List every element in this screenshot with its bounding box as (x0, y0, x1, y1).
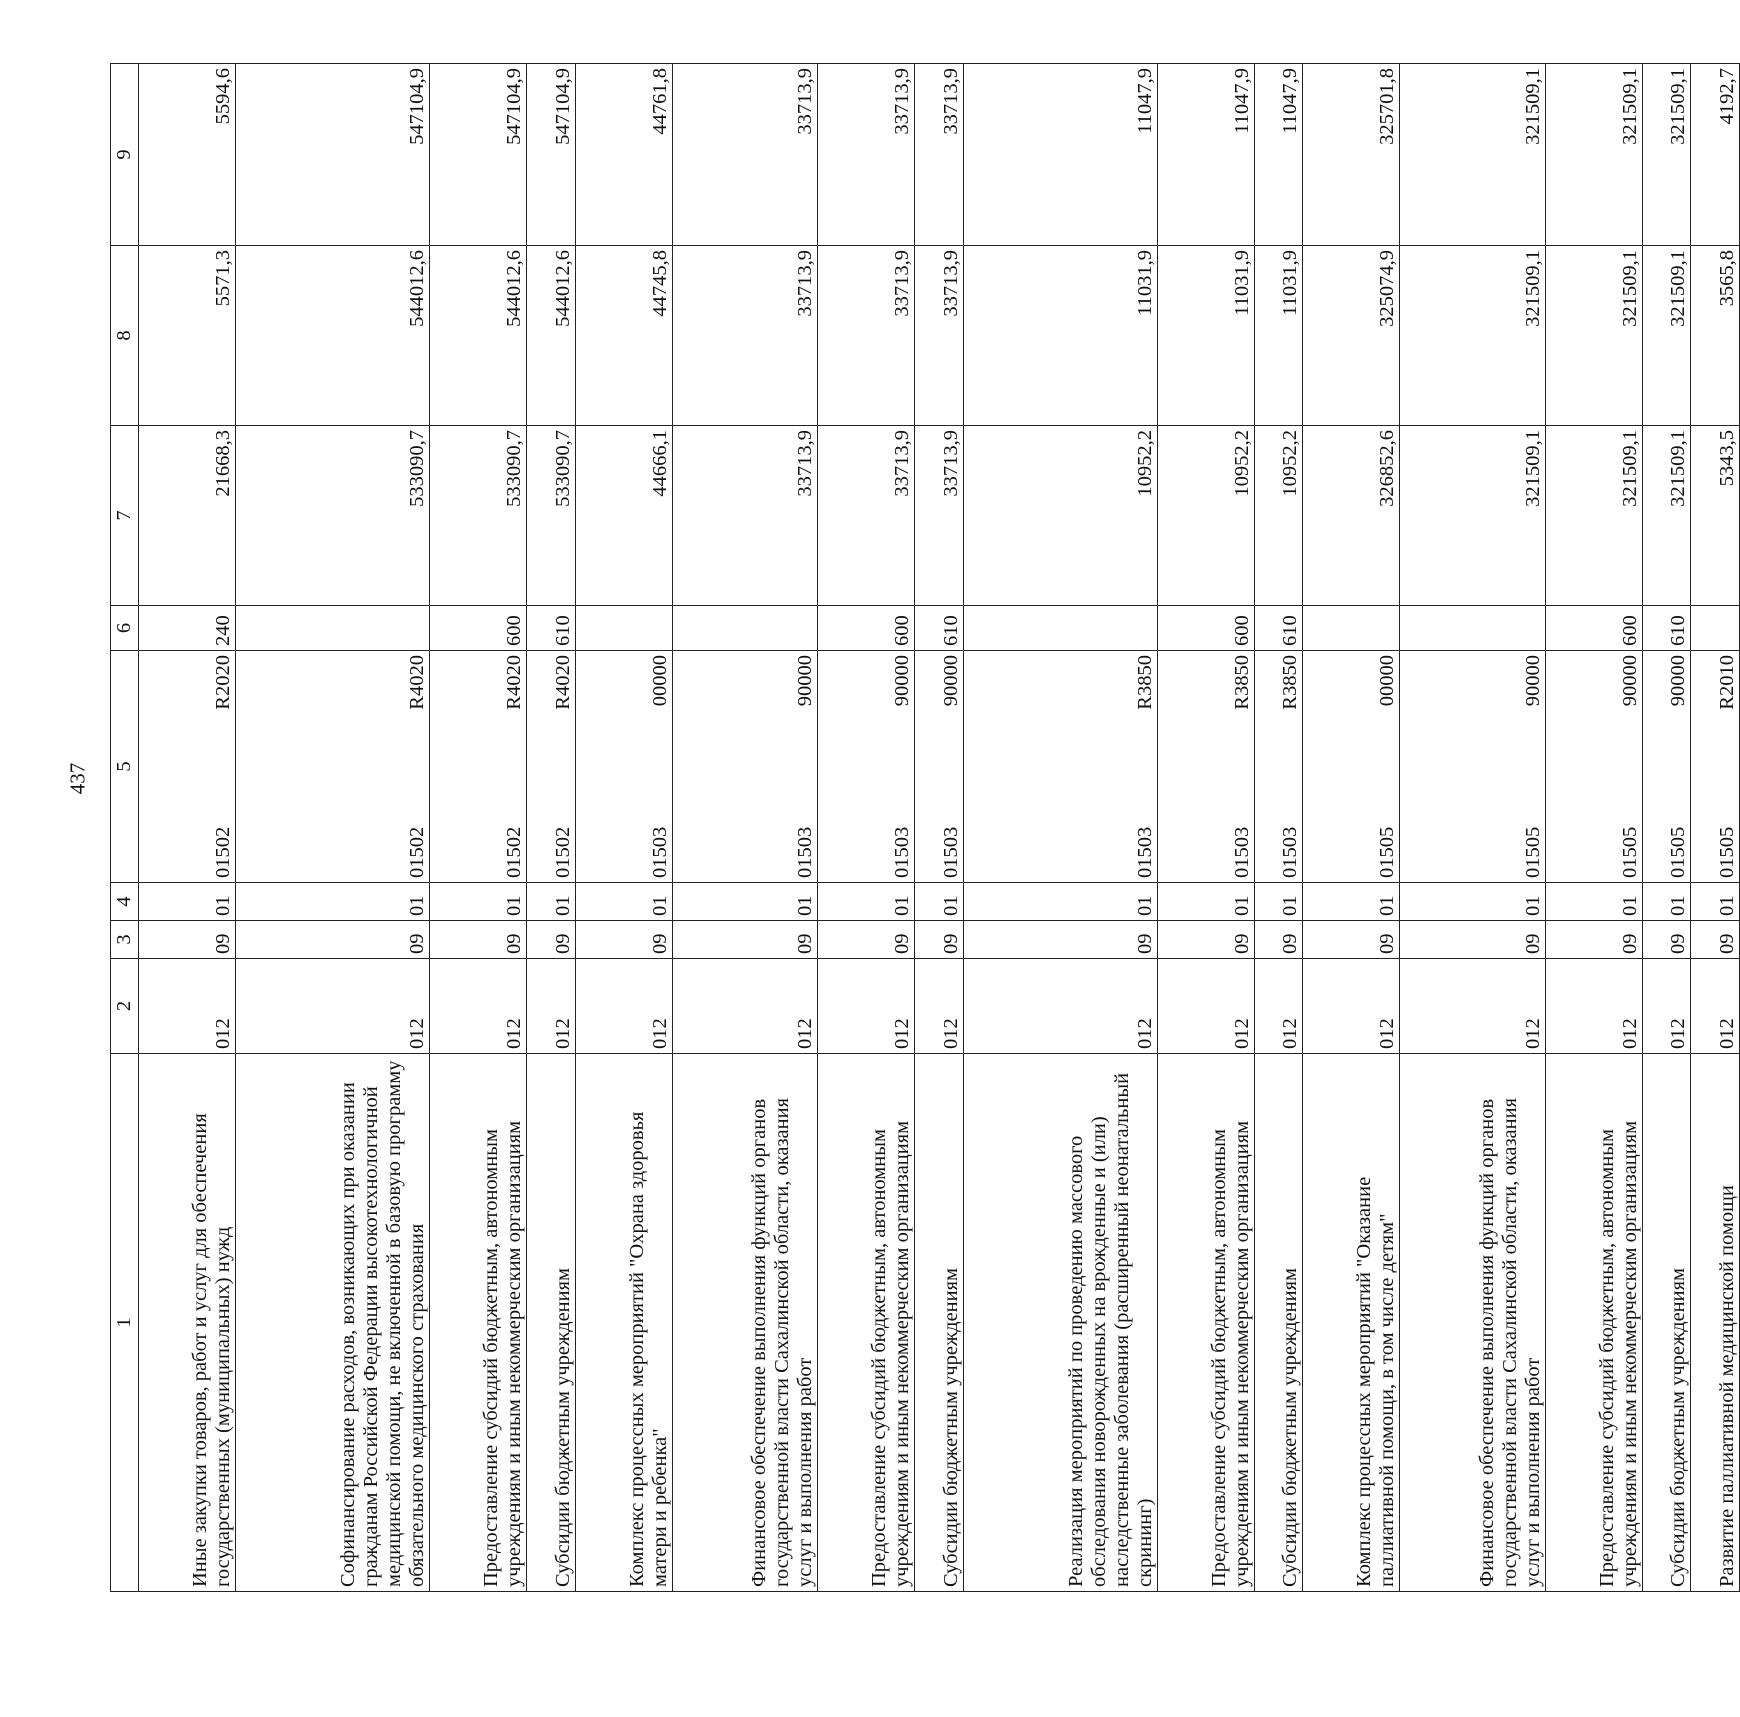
row-vr-code (1303, 606, 1400, 651)
row-csr-code (672, 651, 818, 883)
row-gr-code: 012 (236, 959, 430, 1054)
row-name: Комплекс процессных мероприятий "Оказание паллиативной помощи, в том числе детям" (1303, 1054, 1400, 1592)
row-value-9: 321509,1 (1545, 64, 1642, 246)
row-csr-code (1303, 651, 1400, 883)
row-value-7: 326852,6 (1303, 426, 1400, 606)
row-name: Субсидии бюджетным учреждениям (1254, 1054, 1303, 1592)
row-gr-code: 012 (1545, 959, 1642, 1054)
row-rz-code: 09 (575, 921, 672, 959)
row-csr-direction: R4020 (551, 655, 574, 710)
row-value-7: 33713,9 (818, 426, 915, 606)
row-value-7: 321509,1 (1400, 426, 1546, 606)
row-value-8: 325074,9 (1303, 246, 1400, 426)
row-rz-code: 09 (1545, 921, 1642, 959)
row-vr-code: 600 (1545, 606, 1642, 651)
row-vr-code: 600 (818, 606, 915, 651)
row-value-9: 547104,9 (430, 64, 527, 246)
row-vr-code: 240 (139, 606, 236, 651)
row-pr-code: 01 (1642, 883, 1691, 921)
row-value-7: 33713,9 (672, 426, 818, 606)
row-value-7: 10952,2 (963, 426, 1157, 606)
row-csr-direction: R2020 (212, 655, 235, 710)
row-rz-code: 09 (236, 921, 430, 959)
table-body (139, 64, 1740, 1592)
row-csr-code (1691, 651, 1740, 883)
row-csr-direction: 90000 (891, 655, 914, 707)
row-gr-code: 012 (1691, 959, 1740, 1054)
table-row (818, 64, 915, 1592)
row-value-8: 3565,8 (1691, 246, 1740, 426)
row-name: Субсидии бюджетным учреждениям (915, 1054, 964, 1592)
row-value-9: 33713,9 (818, 64, 915, 246)
row-csr-program: 01505 (1715, 826, 1738, 878)
row-csr-code (915, 651, 964, 883)
row-rz-code: 09 (672, 921, 818, 959)
table-row (1691, 64, 1740, 1592)
row-csr-direction: R4020 (406, 655, 429, 710)
table-row (527, 64, 576, 1592)
row-csr-program: 01503 (1230, 826, 1253, 878)
table-row (1642, 64, 1691, 1592)
table-row (1254, 64, 1303, 1592)
row-csr-direction: R3850 (1279, 655, 1302, 710)
row-pr-code: 01 (1254, 883, 1303, 921)
row-value-9: 11047,9 (1157, 64, 1254, 246)
header-row (111, 64, 139, 1592)
row-value-9: 11047,9 (963, 64, 1157, 246)
row-name: Развитие паллиативной медицинской помощи (1691, 1054, 1740, 1592)
row-rz-code: 09 (818, 921, 915, 959)
row-value-9: 321509,1 (1400, 64, 1546, 246)
row-pr-code: 01 (139, 883, 236, 921)
budget-table (110, 63, 1740, 1592)
row-vr-code: 600 (1157, 606, 1254, 651)
table-row (1545, 64, 1642, 1592)
row-vr-code (1691, 606, 1740, 651)
row-vr-code: 610 (527, 606, 576, 651)
row-csr-code (139, 651, 236, 883)
rotated-table-wrapper (110, 64, 1738, 1592)
row-pr-code: 01 (672, 883, 818, 921)
row-value-8: 33713,9 (818, 246, 915, 426)
row-csr-code (1254, 651, 1303, 883)
row-value-7: 533090,7 (527, 426, 576, 606)
row-rz-code: 09 (139, 921, 236, 959)
row-csr-code (527, 651, 576, 883)
row-name: Предоставление субсидий бюджетным, автономным учреждениям и иным некоммерческим организациям (430, 1054, 527, 1592)
row-rz-code: 09 (1157, 921, 1254, 959)
row-value-9: 5594,6 (139, 64, 236, 246)
row-value-9: 33713,9 (915, 64, 964, 246)
row-csr-direction: R4020 (503, 655, 526, 710)
table-row (915, 64, 964, 1592)
row-gr-code: 012 (672, 959, 818, 1054)
row-rz-code: 09 (1254, 921, 1303, 959)
row-value-7: 533090,7 (430, 426, 527, 606)
row-csr-program: 01503 (794, 826, 817, 878)
row-gr-code: 012 (1642, 959, 1691, 1054)
row-csr-code (575, 651, 672, 883)
row-value-8: 11031,9 (1254, 246, 1303, 426)
row-gr-code: 012 (1303, 959, 1400, 1054)
row-csr-program: 01503 (1133, 826, 1156, 878)
row-value-8: 321509,1 (1545, 246, 1642, 426)
table-row (1400, 64, 1546, 1592)
row-gr-code: 012 (430, 959, 527, 1054)
row-csr-program: 01502 (551, 826, 574, 878)
row-gr-code: 012 (1157, 959, 1254, 1054)
column-header: 1 (111, 1054, 139, 1592)
row-name: Реализация мероприятий по проведению массового обследования новорожденных на врожденные и (или) наследственные заболевания (расширенный неонатальный скрининг) (963, 1054, 1157, 1592)
row-csr-program: 01503 (891, 826, 914, 878)
row-rz-code: 09 (1642, 921, 1691, 959)
row-value-8: 11031,9 (963, 246, 1157, 426)
row-value-7: 5343,5 (1691, 426, 1740, 606)
column-header: 3 (111, 921, 139, 959)
column-header: 7 (111, 426, 139, 606)
row-name: Финансовое обеспечение выполнения функций органов государственной власти Сахалинской области, оказания услуг и выполнения работ (672, 1054, 818, 1592)
row-csr-direction: 90000 (939, 655, 962, 707)
table-row (1157, 64, 1254, 1592)
table-row (963, 64, 1157, 1592)
row-csr-program: 01502 (406, 826, 429, 878)
row-csr-direction: R2010 (1715, 655, 1738, 710)
row-value-9: 547104,9 (527, 64, 576, 246)
row-pr-code: 01 (963, 883, 1157, 921)
column-header: 8 (111, 246, 139, 426)
row-value-7: 321509,1 (1642, 426, 1691, 606)
row-value-9: 4192,7 (1691, 64, 1740, 246)
row-csr-program: 01503 (939, 826, 962, 878)
row-value-9: 44761,8 (575, 64, 672, 246)
column-header: 6 (111, 606, 139, 651)
row-vr-code (963, 606, 1157, 651)
row-value-7: 44666,1 (575, 426, 672, 606)
row-pr-code: 01 (1545, 883, 1642, 921)
row-value-9: 11047,9 (1254, 64, 1303, 246)
row-csr-code (1400, 651, 1546, 883)
table-row (139, 64, 236, 1592)
row-pr-code: 01 (1400, 883, 1546, 921)
row-name: Софинансирование расходов, возникающих при оказании гражданам Российской Федерации высокотехнологичной медицинской помощи, не включенной в базовую программу обязательного медицинского страхования (236, 1054, 430, 1592)
row-csr-direction: 90000 (1521, 655, 1544, 707)
row-csr-direction: R3850 (1133, 655, 1156, 710)
row-gr-code: 012 (575, 959, 672, 1054)
row-rz-code: 09 (1400, 921, 1546, 959)
row-value-7: 321509,1 (1545, 426, 1642, 606)
row-vr-code: 610 (1642, 606, 1691, 651)
row-value-8: 321509,1 (1400, 246, 1546, 426)
row-value-8: 33713,9 (672, 246, 818, 426)
row-value-9: 321509,1 (1642, 64, 1691, 246)
row-value-7: 21668,3 (139, 426, 236, 606)
row-name: Субсидии бюджетным учреждениям (527, 1054, 576, 1592)
row-csr-direction: 00000 (648, 655, 671, 707)
row-gr-code: 012 (915, 959, 964, 1054)
row-vr-code (1400, 606, 1546, 651)
row-pr-code: 01 (1157, 883, 1254, 921)
row-vr-code: 600 (430, 606, 527, 651)
page-number: 437 (65, 762, 90, 795)
row-rz-code: 09 (915, 921, 964, 959)
row-csr-program: 01503 (1279, 826, 1302, 878)
row-value-8: 544012,6 (236, 246, 430, 426)
row-csr-program: 01505 (1667, 826, 1690, 878)
row-pr-code: 01 (527, 883, 576, 921)
row-name: Финансовое обеспечение выполнения функций органов государственной власти Сахалинской области, оказания услуг и выполнения работ (1400, 1054, 1546, 1592)
row-value-7: 10952,2 (1254, 426, 1303, 606)
row-value-9: 33713,9 (672, 64, 818, 246)
table-row (1303, 64, 1400, 1592)
row-csr-code (430, 651, 527, 883)
row-name: Иные закупки товаров, работ и услуг для обеспечения государственных (муниципальных) нужд (139, 1054, 236, 1592)
row-value-9: 547104,9 (236, 64, 430, 246)
row-value-7: 10952,2 (1157, 426, 1254, 606)
column-header: 4 (111, 883, 139, 921)
column-header: 9 (111, 64, 139, 246)
table-row (236, 64, 430, 1592)
row-rz-code: 09 (1691, 921, 1740, 959)
row-vr-code: 610 (915, 606, 964, 651)
row-csr-direction: R3850 (1230, 655, 1253, 710)
column-header: 5 (111, 651, 139, 883)
row-value-8: 11031,9 (1157, 246, 1254, 426)
row-name: Комплекс процессных мероприятий "Охрана здоровья матери и ребенка" (575, 1054, 672, 1592)
row-rz-code: 09 (963, 921, 1157, 959)
column-header: 2 (111, 959, 139, 1054)
row-value-8: 544012,6 (527, 246, 576, 426)
row-rz-code: 09 (430, 921, 527, 959)
row-vr-code (236, 606, 430, 651)
row-gr-code: 012 (818, 959, 915, 1054)
table-row (575, 64, 672, 1592)
row-name: Предоставление субсидий бюджетным, автономным учреждениям и иным некоммерческим организациям (818, 1054, 915, 1592)
row-name: Субсидии бюджетным учреждениям (1642, 1054, 1691, 1592)
row-csr-code (818, 651, 915, 883)
row-value-8: 33713,9 (915, 246, 964, 426)
row-csr-direction: 90000 (1618, 655, 1641, 707)
row-gr-code: 012 (139, 959, 236, 1054)
row-csr-code (1642, 651, 1691, 883)
row-rz-code: 09 (1303, 921, 1400, 959)
row-csr-program: 01505 (1521, 826, 1544, 878)
row-pr-code: 01 (1303, 883, 1400, 921)
row-csr-code (1545, 651, 1642, 883)
row-rz-code: 09 (527, 921, 576, 959)
row-vr-code (672, 606, 818, 651)
row-value-7: 33713,9 (915, 426, 964, 606)
row-gr-code: 012 (527, 959, 576, 1054)
row-pr-code: 01 (236, 883, 430, 921)
row-pr-code: 01 (818, 883, 915, 921)
row-vr-code: 610 (1254, 606, 1303, 651)
row-name: Предоставление субсидий бюджетным, автономным учреждениям и иным некоммерческим организациям (1157, 1054, 1254, 1592)
row-csr-program: 01505 (1618, 826, 1641, 878)
row-value-9: 325701,8 (1303, 64, 1400, 246)
row-pr-code: 01 (1691, 883, 1740, 921)
row-csr-direction: 90000 (794, 655, 817, 707)
row-csr-program: 01502 (503, 826, 526, 878)
row-gr-code: 012 (1254, 959, 1303, 1054)
row-csr-code (236, 651, 430, 883)
row-csr-direction: 90000 (1667, 655, 1690, 707)
row-csr-direction: 00000 (1376, 655, 1399, 707)
table-row (430, 64, 527, 1592)
row-pr-code: 01 (915, 883, 964, 921)
row-gr-code: 012 (1400, 959, 1546, 1054)
row-csr-program: 01505 (1376, 826, 1399, 878)
row-csr-code (1157, 651, 1254, 883)
row-vr-code (575, 606, 672, 651)
row-value-7: 533090,7 (236, 426, 430, 606)
row-pr-code: 01 (575, 883, 672, 921)
row-value-8: 5571,3 (139, 246, 236, 426)
table-row (672, 64, 818, 1592)
row-csr-program: 01503 (648, 826, 671, 878)
row-value-8: 544012,6 (430, 246, 527, 426)
row-value-8: 321509,1 (1642, 246, 1691, 426)
row-value-8: 44745,8 (575, 246, 672, 426)
row-name: Предоставление субсидий бюджетным, автономным учреждениям и иным некоммерческим организациям (1545, 1054, 1642, 1592)
row-csr-program: 01502 (212, 826, 235, 878)
row-pr-code: 01 (430, 883, 527, 921)
row-gr-code: 012 (963, 959, 1157, 1054)
row-csr-code (963, 651, 1157, 883)
